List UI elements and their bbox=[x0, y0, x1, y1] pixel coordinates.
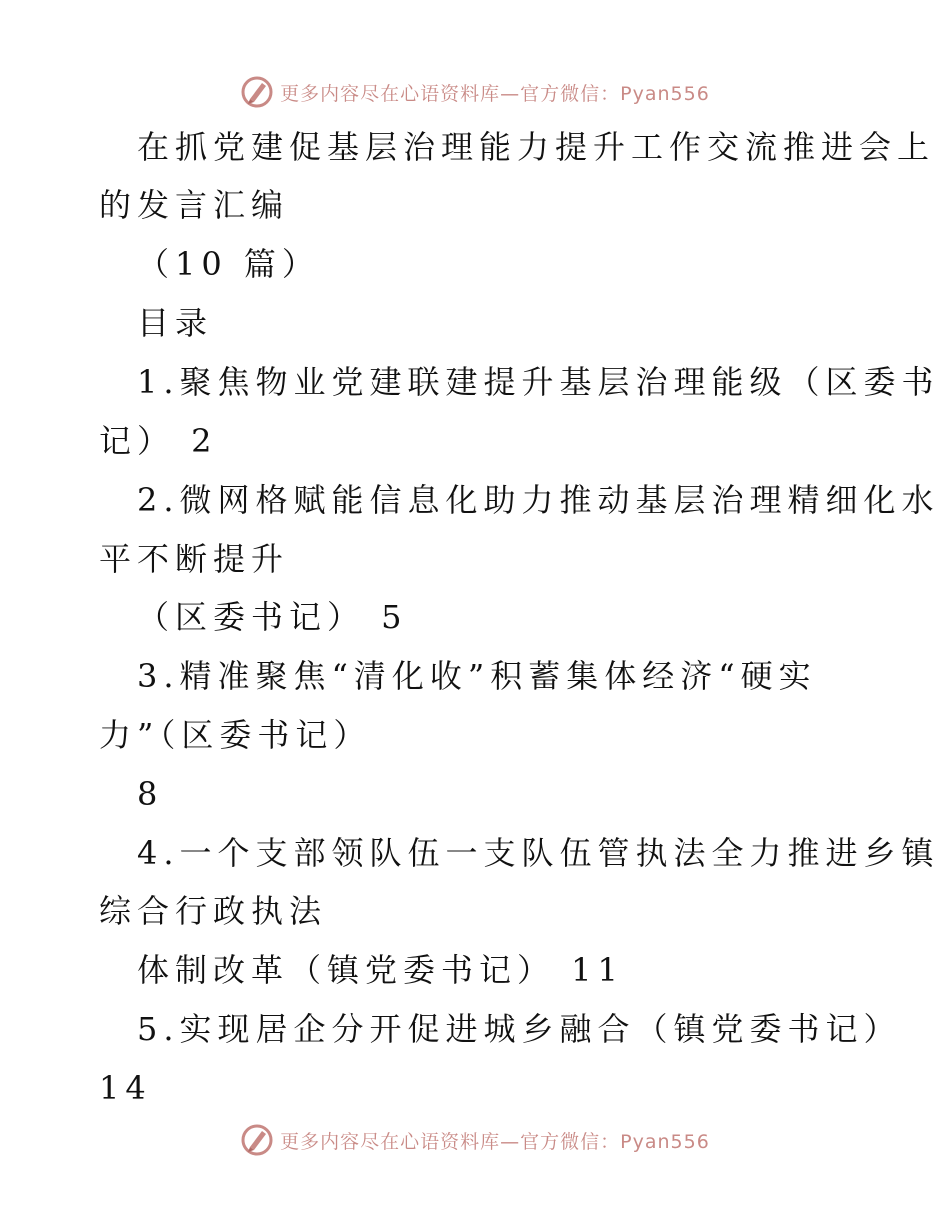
watermark-banner-bottom bbox=[0, 1120, 950, 1160]
toc-item-5-page: 14 bbox=[99, 1069, 152, 1107]
toc-item-1: 1.聚焦物业党建联建提升基层治理能级（区委书 bbox=[137, 363, 940, 401]
watermark-banner-top bbox=[0, 72, 950, 112]
title-line-2: 的发言汇编 bbox=[99, 186, 290, 224]
title-line-1: 在抓党建促基层治理能力提升工作交流推进会上 bbox=[137, 128, 936, 166]
pen-logo-icon bbox=[240, 1123, 274, 1157]
toc-item-3-page: 8 bbox=[137, 775, 164, 813]
toc-item-1-cont: 记） 2 bbox=[99, 422, 218, 460]
watermark-text: 更多内容尽在心语资料库—官方微信：Pyan556 bbox=[280, 1130, 710, 1153]
toc-item-4-page: 体制改革（镇党委书记） 11 bbox=[137, 951, 624, 989]
pen-logo-icon bbox=[240, 75, 274, 109]
toc-item-3-cont: 力”（区委书记） bbox=[99, 716, 372, 754]
article-count: （10 篇） bbox=[137, 245, 320, 283]
toc-item-2-cont: 平不断提升 bbox=[99, 540, 290, 578]
toc-heading: 目录 bbox=[137, 304, 214, 342]
watermark-text: 更多内容尽在心语资料库—官方微信：Pyan556 bbox=[280, 82, 710, 105]
toc-item-4-cont: 综合行政执法 bbox=[99, 892, 328, 930]
toc-item-3: 3.精准聚焦“清化收”积蓄集体经济“硬实 bbox=[137, 657, 817, 695]
toc-item-4: 4.一个支部领队伍一支队伍管执法全力推进乡镇 bbox=[137, 834, 940, 872]
toc-item-2: 2.微网格赋能信息化助力推动基层治理精细化水 bbox=[137, 481, 940, 519]
toc-item-5: 5.实现居企分开促进城乡融合（镇党委书记） bbox=[137, 1010, 902, 1048]
toc-item-2-page: （区委书记） 5 bbox=[137, 598, 408, 636]
